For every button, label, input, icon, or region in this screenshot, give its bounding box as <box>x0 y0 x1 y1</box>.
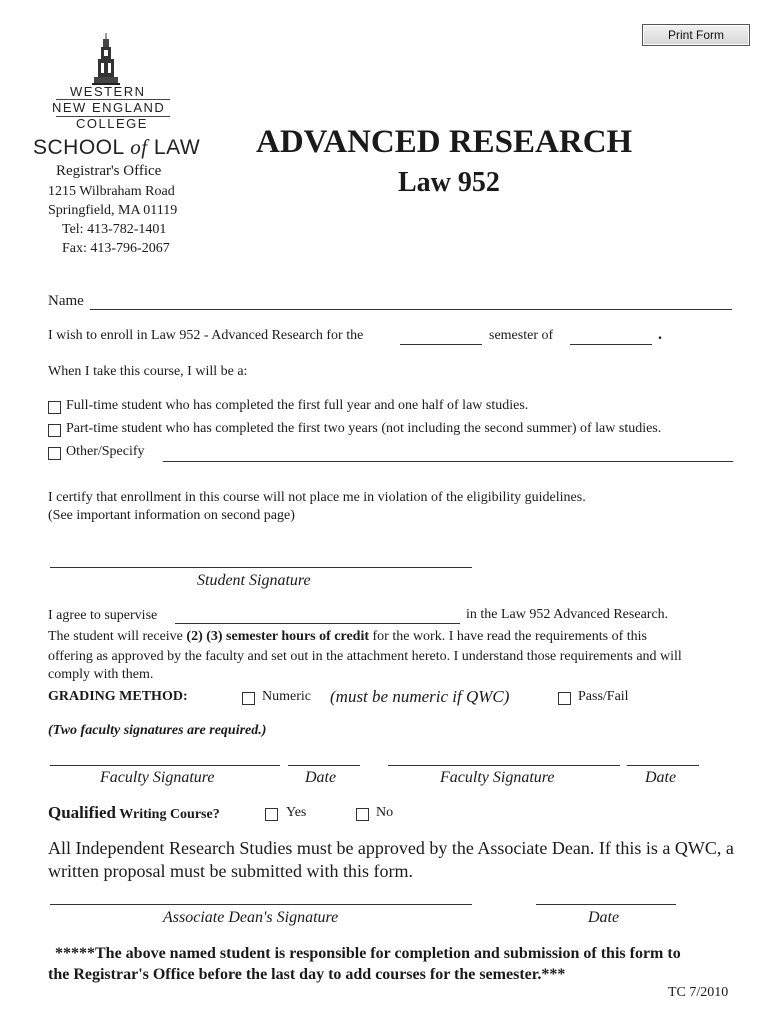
full-time-label: Full-time student who has completed the first full year and one half of law studies. <box>66 398 529 413</box>
office-tel: Tel: 413-782-1401 <box>62 222 167 237</box>
part-time-checkbox[interactable] <box>48 424 61 437</box>
logo-line-college: COLLEGE <box>76 116 148 131</box>
numeric-checkbox[interactable] <box>242 692 255 705</box>
logo-of-text: of <box>130 135 148 159</box>
certify-note: (See important information on second page) <box>48 508 295 523</box>
assoc-dean-date-field[interactable] <box>536 904 676 905</box>
receive-text-a: The student will receive <box>48 629 187 644</box>
two-faculty-note: (Two faculty signatures are required.) <box>48 723 267 738</box>
writing-course-text: Writing Course? <box>116 807 220 822</box>
student-signature-field[interactable] <box>50 567 472 568</box>
logo-law-text: LAW <box>147 136 201 159</box>
part-time-label: Part-time student who has completed the first two years (not including the second summer) of law studies. <box>66 421 662 436</box>
must-be-numeric-note: (must be numeric if QWC) <box>330 687 510 706</box>
notice-line-2: the Registrar's Office before the last day to add courses for the semester.*** <box>48 966 566 983</box>
receive-text-line-1 <box>48 629 647 645</box>
logo-line-western: WESTERN <box>70 84 146 99</box>
name-field[interactable] <box>90 309 732 310</box>
faculty-signature-2-field[interactable] <box>388 765 620 766</box>
when-text: When I take this course, I will be a: <box>48 364 248 379</box>
faculty-date-2-field[interactable] <box>627 765 699 766</box>
numeric-label: Numeric <box>262 689 311 704</box>
receive-text-line-3: comply with them. <box>48 667 154 682</box>
assoc-dean-date-label: Date <box>588 909 620 926</box>
course-title: Law 952 <box>398 167 500 198</box>
agree-suffix: in the Law 952 Advanced Research. <box>466 607 669 622</box>
certify-text: I certify that enrollment in this course will not place me in violation of the eligibility guidelines. <box>48 490 586 505</box>
approval-text-line-1: All Independent Research Studies must be approved by the Associate Dean. If this is a QWC, a <box>48 838 734 858</box>
pass-fail-label: Pass/Fail <box>578 689 629 704</box>
form-code: TC 7/2010 <box>668 985 729 1000</box>
print-form-button[interactable]: Print Form <box>642 24 750 46</box>
enroll-text: I wish to enroll in Law 952 - Advanced Research for the <box>48 328 364 343</box>
name-label: Name <box>48 293 84 309</box>
logo-line-new-england: NEW ENGLAND <box>52 100 166 115</box>
year-field[interactable] <box>570 344 652 345</box>
office-city: Springfield, MA 01119 <box>48 203 178 218</box>
faculty-signature-1-label: Faculty Signature <box>100 769 215 786</box>
agree-text: I agree to supervise <box>48 608 158 623</box>
approval-text-line-2: written proposal must be submitted with this form. <box>48 861 413 881</box>
faculty-date-2-label: Date <box>645 769 677 786</box>
qwc-yes-checkbox[interactable] <box>265 808 278 821</box>
logo-school-of-law <box>33 135 200 160</box>
semester-field[interactable] <box>400 344 482 345</box>
other-specify-field[interactable] <box>163 461 733 462</box>
student-signature-label: Student Signature <box>197 572 311 589</box>
office-fax: Fax: 413-796-2067 <box>62 241 170 256</box>
faculty-date-1-field[interactable] <box>288 765 360 766</box>
notice-line-1: *****The above named student is responsible for completion and submission of this form to <box>55 945 681 962</box>
qwc-no-label: No <box>376 805 394 820</box>
credit-hours-text: (2) (3) semester hours of credit <box>186 629 370 644</box>
qwc-yes-label: Yes <box>286 805 307 820</box>
faculty-signature-1-field[interactable] <box>50 765 280 766</box>
supervisor-field[interactable] <box>175 623 460 624</box>
qualified-writing-course-label <box>48 803 220 823</box>
other-label: Other/Specify <box>66 444 145 459</box>
full-time-checkbox[interactable] <box>48 401 61 414</box>
receive-text-line-2: offering as approved by the faculty and set out in the attachment hereto. I understand those requirements and will <box>48 649 682 664</box>
assoc-dean-signature-label: Associate Dean's Signature <box>163 909 339 926</box>
office-name: Registrar's Office <box>56 163 162 179</box>
logo-school-text: SCHOOL <box>33 136 131 159</box>
assoc-dean-signature-field[interactable] <box>50 904 472 905</box>
pass-fail-checkbox[interactable] <box>558 692 571 705</box>
tower-icon <box>92 33 122 85</box>
page-title: ADVANCED RESEARCH <box>256 124 633 160</box>
receive-text-c: for the work. I have read the requirements of this <box>369 629 647 644</box>
faculty-signature-2-label: Faculty Signature <box>440 769 555 786</box>
other-checkbox[interactable] <box>48 447 61 460</box>
grading-method-label: GRADING METHOD: <box>48 689 188 704</box>
faculty-date-1-label: Date <box>305 769 337 786</box>
qwc-no-checkbox[interactable] <box>356 808 369 821</box>
enroll-period: . <box>658 326 662 343</box>
qualified-text: Qualified <box>48 803 117 822</box>
office-street: 1215 Wilbraham Road <box>48 184 175 199</box>
semester-of-text: semester of <box>489 328 554 343</box>
